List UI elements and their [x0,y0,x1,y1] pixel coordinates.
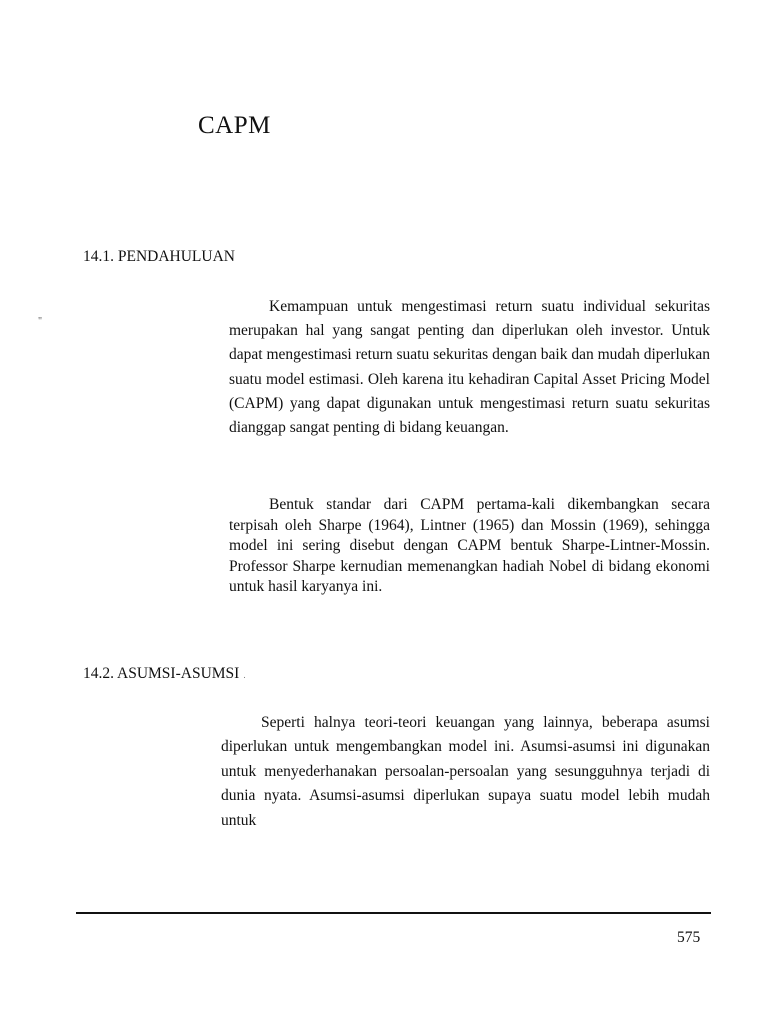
paragraph-pendahuluan-2 [229,495,710,598]
section-heading-pendahuluan: 14.1. PENDAHULUAN [83,248,235,265]
paragraph-pendahuluan-1 [229,295,710,440]
section-heading-asumsi [83,665,246,683]
page-number: 575 [677,929,701,946]
paragraph-asumsi-1 [221,711,710,833]
page-title: CAPM [198,112,271,139]
margin-mark: " [38,316,43,327]
paragraph-text: Kemampuan untuk mengestimasi return suatu individual sekuritas merupakan hal yang sangat penting dan diperlukan oleh investor. Untuk dapat mengestimasi return suatu sekuritas dengan baik dan mudah diperlukan suatu model estimasi. Oleh karena itu kehadiran Capital Asset Pricing Model (CAPM) yang dapat digunakan untuk mengestimasi return suatu sekuritas dianggap sangat penting di bidang keuangan. [229,298,710,437]
paragraph-text: Bentuk standar dari CAPM pertama-kali dikembangkan secara terpisah oleh Sharpe (1964), Lintner (1965) dan Mossin (1969), sehingga model ini sering disebut dengan CAPM bentuk Sharpe-Lintner-Mossin. Professor Sharpe kernudian memenangkan hadiah Nobel di bidang ekonomi untuk hasil karyanya ini. [229,496,710,596]
paragraph-text: Seperti halnya teori-teori keuangan yang lainnya, beberapa asumsi diperlukan untuk mengembangkan model ini. Asumsi-asumsi ini digunakan untuk menyederhanakan persoalan-persoalan yang sesungguhnya terjadi di dunia nyata. Asumsi-asumsi diperlukan supaya suatu model lebih mudah untuk [221,714,710,829]
footer-divider [76,912,711,914]
section-heading-text: 14.2. ASUMSI-ASUMSI [83,665,240,682]
heading-mark: . [243,670,246,680]
